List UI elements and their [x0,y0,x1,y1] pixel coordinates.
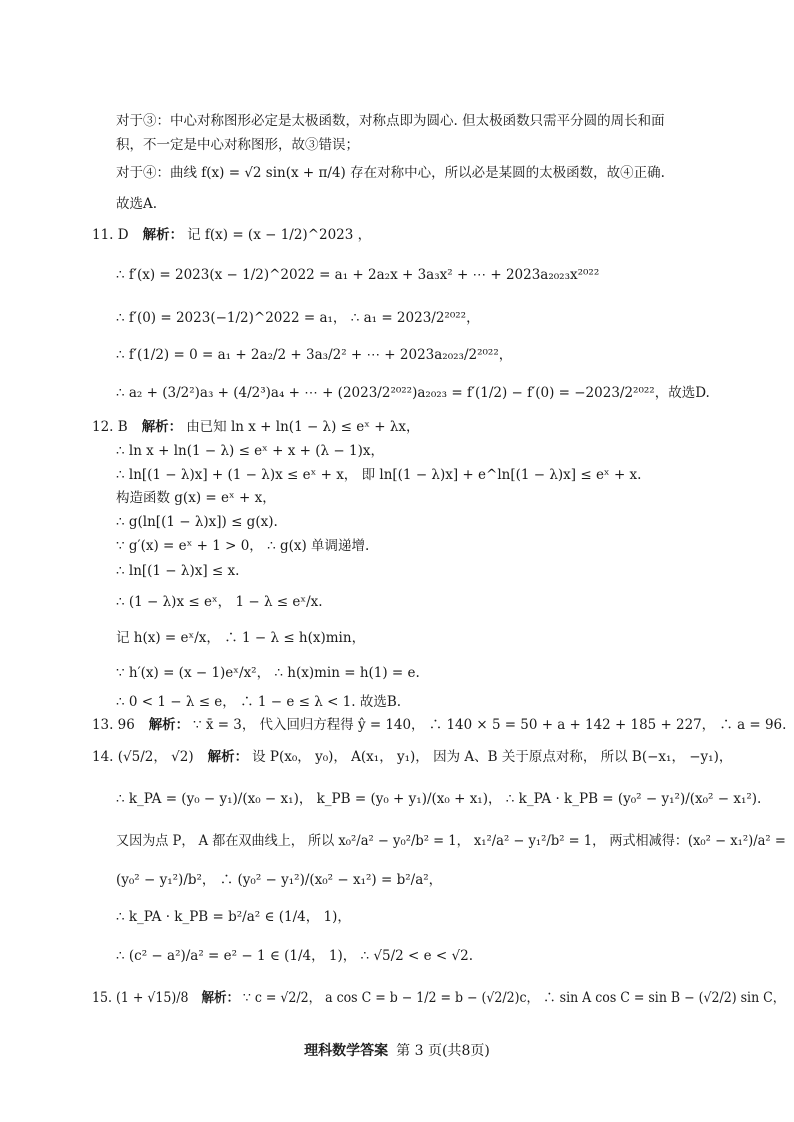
text-line: ∵ h′(x) = (x − 1)eˣ/x²， ∴ h(x)min = h(1) = e. [116,665,420,681]
footer-title: 理科数学答案 [304,1043,389,1059]
text-line: ∴ ln[(1 − λ)x] ≤ x. [116,563,240,579]
text-line: ∴ k_PA = (y₀ − y₁)/(x₀ − x₁)， k_PB = (y₀ + y₁)/(x₀ + x₁)， ∴ k_PA · k_PB = (y₀² − y₁²)/(x₀² − x₁²). [116,791,762,807]
analysis-label: 解析： [201,990,240,1006]
text-line: ∵ c = √2/2， a cos C = b − 1/2 = b − (√2/2)c， ∴ sin A cos C = sin B − (√2/2) sin C， [242,990,786,1006]
answer-number: 15. (1 + √15)/8 [92,990,189,1006]
text-line: 设 P(x₀， y₀)， A(x₁， y₁)， 因为 A、B 关于原点对称， 所以 B(−x₁， −y₁)， [252,749,733,765]
text-line: ∴ (c² − a²)/a² = e² − 1 ∈ (1/4， 1)， ∴ √5/2 < e < √2. [116,948,474,964]
text-line: ∴ f′(1/2) = 0 = a₁ + 2a₂/2 + 3a₃/2² + ⋯ + 2023a₂₀₂₃/2²⁰²²， [116,347,513,363]
question-13-header [92,715,786,735]
text-line: ∴ 0 < 1 − λ ≤ e， ∴ 1 − e ≤ λ < 1. 故选B. [116,694,402,710]
text-line: ∵ x̄ = 3， 代入回归方程得 ŷ = 140， ∴ 140 × 5 = 50 + a + 142 + 185 + 227， ∴ a = 96. [193,717,787,733]
analysis-label: 解析： [142,227,184,243]
text-line: ∴ ln x + ln(1 − λ) ≤ eˣ + x + (λ − 1)x， [116,443,384,459]
question-12-header [92,417,420,437]
text-line: 构造函数 g(x) = eˣ + x， [116,490,276,506]
text-line: 记 h(x) = eˣ/x， ∴ 1 − λ ≤ h(x)min， [116,630,366,646]
text-line: 对于③：中心对称图形必定是太极函数，对称点即为圆心. 但太极函数只需平分圆的周长和面 [116,113,665,129]
text-line: 对于④：曲线 f(x) = √2 sin(x + π/4) 存在对称中心，所以必是某圆的太极函数，故④正确. [116,165,665,181]
text-line: (y₀² − y₁²)/b²， ∴ (y₀² − y₁²)/(x₀² − x₁²) = b²/a²， [116,872,443,888]
text-line: ∴ ln[(1 − λ)x] + (1 − λ)x ≤ eˣ + x， 即 ln[(1 − λ)x] + e^ln[(1 − λ)x] ≤ eˣ + x. [116,467,642,483]
answer-number: 13. 96 [92,717,135,733]
question-15-header [92,988,785,1008]
answer-number: 11. D [92,227,129,243]
text-line: 由已知 ln x + ln(1 − λ) ≤ eˣ + λx， [186,419,420,435]
question-11-header [92,225,371,245]
footer-page-number: 第 3 页(共8页) [396,1043,490,1059]
page-footer [0,1040,794,1060]
text-line: ∴ g(ln[(1 − λ)x]) ≤ g(x). [116,514,278,530]
text-line: ∴ f′(x) = 2023(x − 1/2)^2022 = a₁ + 2a₂x + 3a₃x² + ⋯ + 2023a₂₀₂₃x²⁰²² [116,267,600,283]
text-line: ∴ k_PA · k_PB = b²/a² ∈ (1/4， 1)， [116,909,351,925]
analysis-label: 解析： [207,749,249,765]
text-line: 故选A. [116,196,158,212]
answer-number: 14. (√5/2， √2) [92,749,194,765]
text-line: ∴ f′(0) = 2023(−1/2)^2022 = a₁， ∴ a₁ = 2023/2²⁰²²， [116,310,480,326]
analysis-label: 解析： [148,717,190,733]
text-line: ∵ g′(x) = eˣ + 1 > 0， ∴ g(x) 单调递增. [116,538,370,554]
text-line: ∴ (1 − λ)x ≤ eˣ， 1 − λ ≤ eˣ/x. [116,594,323,610]
answer-number: 12. B [92,419,128,435]
analysis-label: 解析： [141,419,183,435]
text-line: 积，不一定是中心对称图形，故③错误； [116,137,359,153]
text-line: 记 f(x) = (x − 1/2)^2023 ， [187,227,372,243]
text-line: 又因为点 P， A 都在双曲线上， 所以 x₀²/a² − y₀²/b² = 1， x₁²/a² − y₁²/b² = 1， 两式相减得：(x₀² − x₁²)/a² = [116,833,786,849]
text-line: ∴ a₂ + (3/2²)a₃ + (4/2³)a₄ + ⋯ + (2023/2²⁰²²)a₂₀₂₃ = f′(1/2) − f′(0) = −2023/2²⁰²²，故选D. [116,385,710,401]
question-14-header [92,747,732,767]
